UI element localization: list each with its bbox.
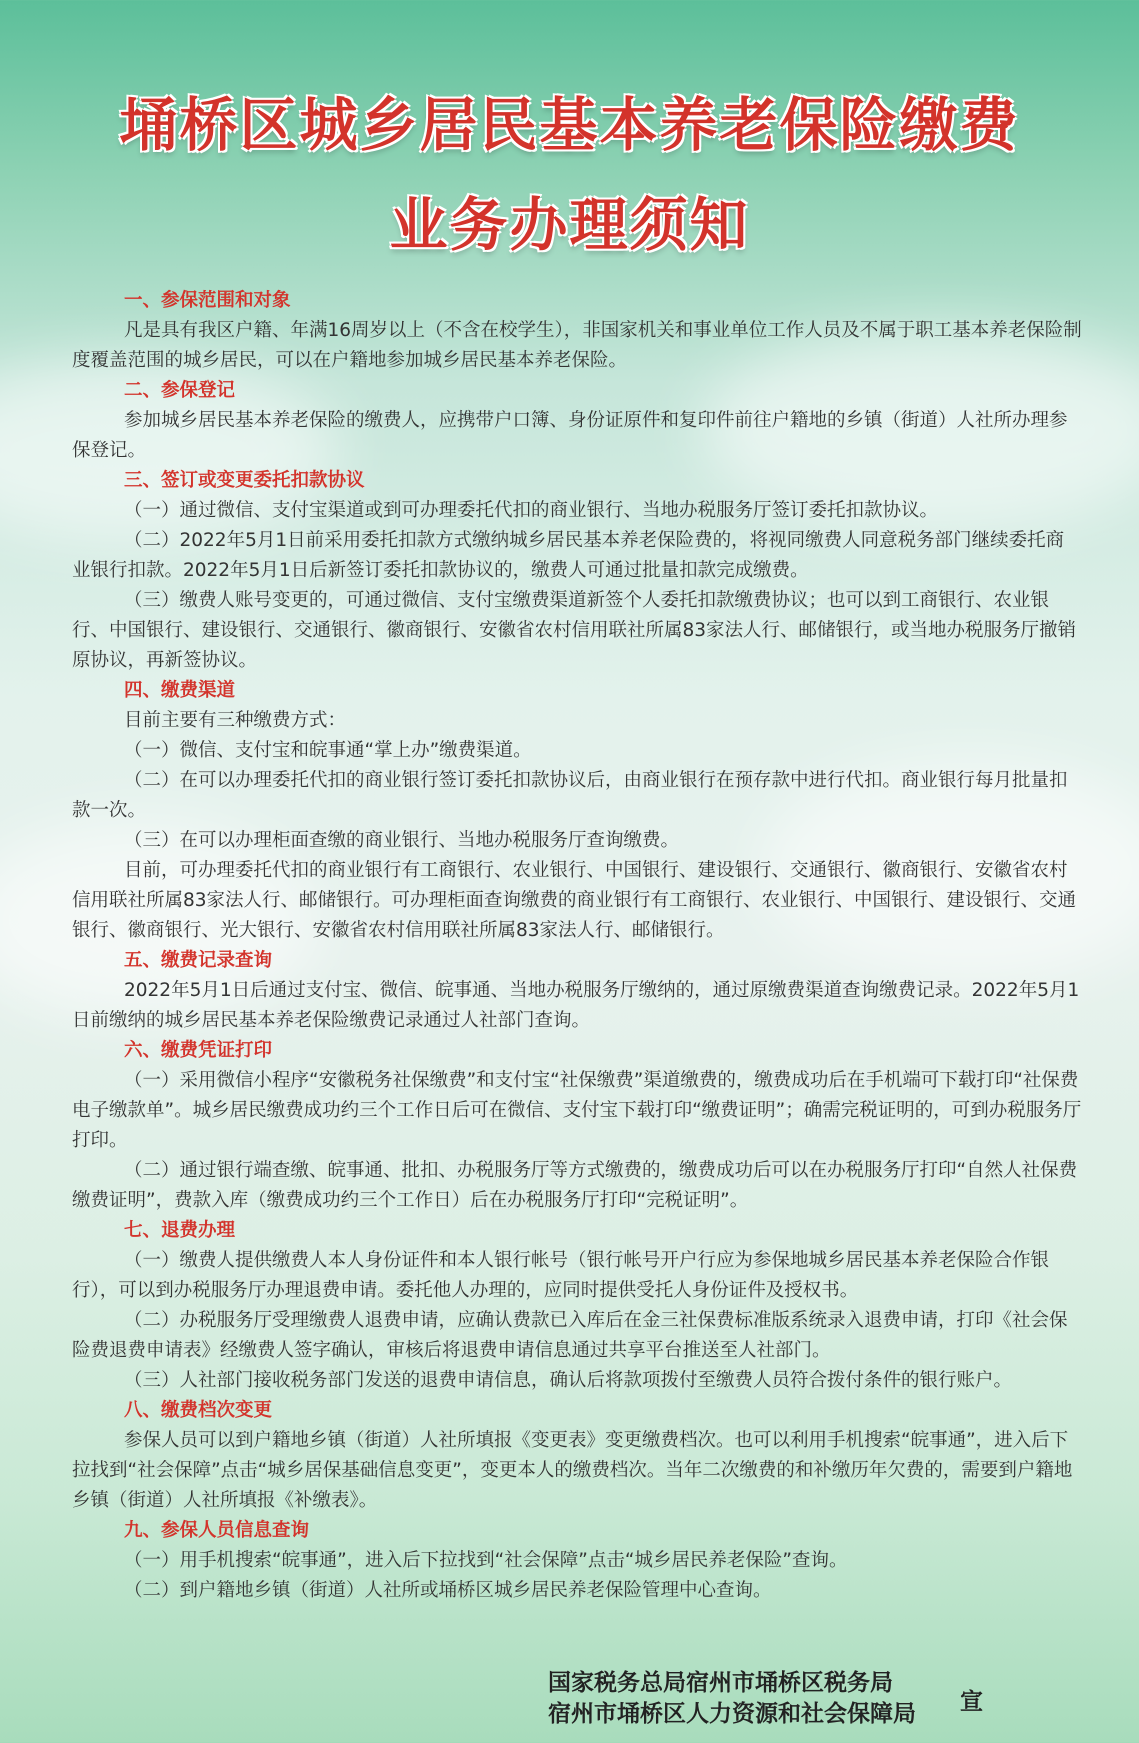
issuer-tax-bureau: 国家税务总局宿州市埇桥区税务局: [548, 1670, 893, 1696]
paragraph: 目前，可办理委托代扣的商业银行有工商银行、农业银行、中国银行、建设银行、交通银行、徽商银行、安徽省农村信用联社所属83家法人行、邮储银行。可办理柜面查询缴费的商业银行有工商银行、农业银行、中国银行、建设银行、交通银行、徽商银行、光大银行、安徽省农村信用联社所属83家法人行、邮储银行。: [72, 860, 1077, 941]
poster-title-line1: 埇桥区城乡居民基本养老保险缴费: [119, 91, 1020, 159]
paragraph: （二）办税服务厅受理缴费人退费申请，应确认费款已入库后在金三社保费标准版系统录入退费申请，打印《社会保险费退费申请表》经缴费人签字确认，审核后将退费申请信息通过共享平台推送至人社部门。: [72, 1310, 1068, 1361]
issuer-block: [548, 1668, 988, 1730]
section-heading: 八、缴费档次变更: [124, 1400, 273, 1421]
paragraph: （二）2022年5月1日前采用委托扣款方式缴纳城乡居民基本养老保险费的，将视同缴费人同意税务部门继续委托商业银行扣款。2022年5月1日后新签订委托扣款协议的，缴费人可通过批量扣款完成缴费。: [72, 530, 1065, 581]
paragraph: （一）通过微信、支付宝渠道或到可办理委托代扣的商业银行、当地办税服务厅签订委托扣款协议。: [124, 500, 939, 521]
paragraph: 目前主要有三种缴费方式：: [124, 710, 347, 731]
poster-title-line2: 业务办理须知: [389, 191, 750, 259]
paragraph: （一）用手机搜索“皖事通”，进入后下拉找到“社会保障”点击“城乡居民养老保险”查询。: [124, 1550, 848, 1571]
paragraph: （二）通过银行端查缴、皖事通、批扣、办税服务厅等方式缴费的，缴费成功后可以在办税服务厅打印“自然人社保费缴费证明”，费款入库（缴费成功约三个工作日）后在办税服务厅打印“完税证明”。: [72, 1160, 1078, 1211]
section-heading: 七、退费办理: [124, 1220, 236, 1241]
section-heading: 二、参保登记: [124, 380, 236, 401]
section-heading: 一、参保范围和对象: [124, 290, 291, 311]
section-heading: 五、缴费记录查询: [124, 950, 273, 971]
section-heading: 四、缴费渠道: [124, 680, 236, 701]
issuer-suffix: 宣: [960, 1689, 983, 1715]
paragraph: （一）缴费人提供缴费人本人身份证件和本人银行帐号（银行帐号开户行应为参保地城乡居民基本养老保险合作银行），可以到办税服务厅办理退费申请。委托他人办理的，应同时提供受托人身份证件及授权书。: [72, 1250, 1050, 1301]
paragraph: 凡是具有我区户籍、年满16周岁以上（不含在校学生），非国家机关和事业单位工作人员及不属于职工基本养老保险制度覆盖范围的城乡居民，可以在户籍地参加城乡居民基本养老保险。: [72, 320, 1082, 371]
paragraph: （一）微信、支付宝和皖事通“掌上办”缴费渠道。: [124, 740, 532, 761]
section-heading: 六、缴费凭证打印: [124, 1040, 273, 1061]
notice-body: [72, 286, 1082, 1606]
paragraph: （二）在可以办理委托代扣的商业银行签订委托扣款协议后，由商业银行在预存款中进行代扣。商业银行每月批量扣款一次。: [72, 770, 1068, 821]
paragraph: （二）到户籍地乡镇（街道）人社所或埇桥区城乡居民养老保险管理中心查询。: [124, 1580, 772, 1601]
issuer-hr-bureau: 宿州市埇桥区人力资源和社会保障局: [548, 1701, 916, 1727]
paragraph: 2022年5月1日后通过支付宝、微信、皖事通、当地办税服务厅缴纳的，通过原缴费渠道查询缴费记录。2022年5月1日前缴纳的城乡居民基本养老保险缴费记录通过人社部门查询。: [72, 980, 1080, 1031]
paragraph: 参保人员可以到户籍地乡镇（街道）人社所填报《变更表》变更缴费档次。也可以利用手机搜索“皖事通”，进入后下拉找到“社会保障”点击“城乡居保基础信息变更”，变更本人的缴费档次。当年二次缴费的和补缴历年欠费的，需要到户籍地乡镇（街道）人社所填报《补缴表》。: [72, 1430, 1073, 1511]
paragraph: （三）在可以办理柜面查缴的商业银行、当地办税服务厅查询缴费。: [124, 830, 680, 851]
section-heading: 九、参保人员信息查询: [124, 1520, 310, 1541]
paragraph: （三）缴费人账号变更的，可通过微信、支付宝缴费渠道新签个人委托扣款缴费协议；也可以到工商银行、农业银行、中国银行、建设银行、交通银行、徽商银行、安徽省农村信用联社所属83家法人行、邮储银行，或当地办税服务厅撤销原协议，再新签协议。: [72, 590, 1077, 671]
section-heading: 三、签订或变更委托扣款协议: [124, 470, 365, 491]
paragraph: 参加城乡居民基本养老保险的缴费人，应携带户口簿、身份证原件和复印件前往户籍地的乡镇（街道）人社所办理参保登记。: [72, 410, 1068, 461]
paragraph: （三）人社部门接收税务部门发送的退费申请信息，确认后将款项拨付至缴费人员符合拨付条件的银行账户。: [124, 1370, 1013, 1391]
paragraph: （一）采用微信小程序“安徽税务社保缴费”和支付宝“社保缴费”渠道缴费的，缴费成功后在手机端可下载打印“社保费电子缴款单”。城乡居民缴费成功约三个工作日后可在微信、支付宝下载打印“缴费证明”；确需完税证明的，可到办税服务厅打印。: [72, 1070, 1082, 1151]
